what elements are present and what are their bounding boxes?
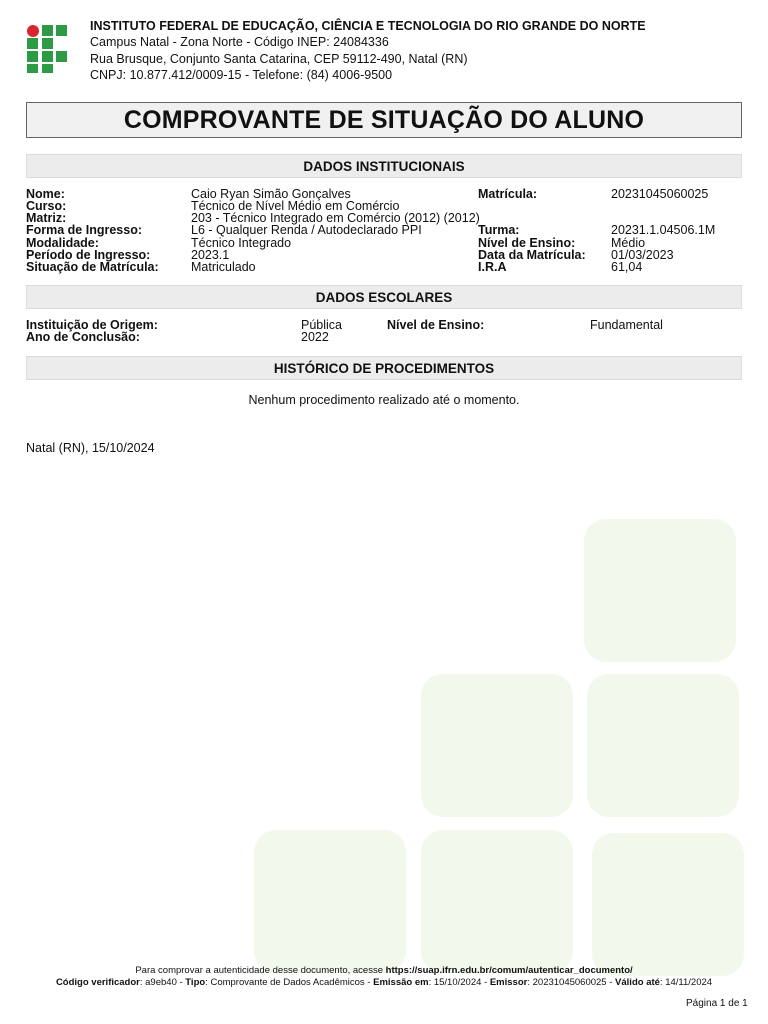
periodo-ingresso-label: Período de Ingresso:	[26, 248, 151, 262]
matriz-value: 203 - Técnico Integrado em Comércio (2012) (2012)	[191, 211, 480, 225]
watermark-block	[421, 674, 573, 817]
matricula-label: Matrícula:	[478, 187, 538, 201]
document-title: COMPROVANTE DE SITUAÇÃO DO ALUNO	[123, 105, 645, 134]
nome-value: Caio Ryan Simão Gonçalves	[191, 187, 351, 201]
turma-label: Turma:	[478, 223, 520, 237]
situacao-matricula-label: Situação de Matrícula:	[26, 260, 159, 274]
valido-label: Válido até	[615, 977, 660, 988]
document-title-box	[26, 102, 742, 138]
modalidade-label: Modalidade:	[26, 236, 99, 250]
instituicao-origem-label: Instituição de Origem:	[26, 318, 158, 332]
watermark-block	[584, 519, 736, 662]
ira-label: I.R.A	[478, 260, 507, 274]
ano-conclusao-label: Ano de Conclusão:	[26, 330, 140, 344]
institution-name: INSTITUTO FEDERAL DE EDUCAÇÃO, CIÊNCIA E TECNOLOGIA DO RIO GRANDE DO NORTE	[90, 19, 646, 33]
campus-line: Campus Natal - Zona Norte - Código INEP: 24084336	[90, 35, 389, 49]
emissao-value: : 15/10/2024 -	[428, 977, 490, 988]
historico-message: Nenhum procedimento realizado até o momento.	[248, 393, 520, 407]
codigo-value: : a9eb40 -	[139, 977, 186, 988]
nivel-ensino-value: Médio	[611, 236, 646, 250]
forma-ingresso-label: Forma de Ingresso:	[26, 223, 142, 237]
data-matricula-value: 01/03/2023	[611, 248, 674, 262]
watermark-block	[592, 833, 744, 976]
section-dados-institucionais: DADOS INSTITUCIONAIS	[26, 154, 742, 178]
verification-line	[0, 977, 768, 988]
data-matricula-label: Data da Matrícula:	[478, 248, 586, 262]
periodo-ingresso-value: 2023.1	[191, 248, 230, 262]
tipo-label: Tipo	[185, 977, 206, 988]
modalidade-value: Técnico Integrado	[191, 236, 292, 250]
nivel-ensino-origem-value: Fundamental	[590, 318, 663, 332]
valido-value: : 14/11/2024	[659, 977, 713, 988]
watermark-block	[254, 830, 406, 973]
ira-value: 61,04	[611, 260, 643, 274]
document-header	[90, 18, 646, 84]
nivel-ensino-label: Nível de Ensino:	[478, 236, 576, 250]
emissao-label: Emissão em	[373, 977, 429, 988]
situacao-matricula-value: Matriculado	[191, 260, 256, 274]
section-dados-escolares: DADOS ESCOLARES	[26, 285, 742, 309]
matriz-label: Matriz:	[26, 211, 67, 225]
authenticity-note	[0, 965, 768, 976]
authenticity-link[interactable]: https://suap.ifrn.edu.br/comum/autenticar_documento/	[385, 965, 633, 976]
watermark-block	[421, 830, 573, 973]
forma-ingresso-value: L6 - Qualquer Renda / Autodeclarado PPI	[191, 223, 422, 237]
cnpj-line: CNPJ: 10.877.412/0009-15 - Telefone: (84) 4006-9500	[90, 68, 393, 82]
section-historico-procedimentos: HISTÓRICO DE PROCEDIMENTOS	[26, 356, 742, 380]
address-line: Rua Brusque, Conjunto Santa Catarina, CEP 59112-490, Natal (RN)	[90, 51, 468, 66]
page-number: Página 1 de 1	[686, 998, 748, 1009]
instituicao-origem-value: Pública	[301, 318, 342, 332]
watermark-block	[587, 674, 739, 817]
place-date: Natal (RN), 15/10/2024	[26, 441, 155, 455]
institution-logo	[27, 25, 69, 73]
nivel-ensino-origem-label: Nível de Ensino:	[387, 318, 485, 332]
authenticity-text: Para comprovar a autenticidade desse documento, acesse	[135, 965, 386, 976]
curso-label: Curso:	[26, 199, 67, 213]
matricula-value: 20231045060025	[611, 187, 709, 201]
turma-value: 20231.1.04506.1M	[611, 223, 716, 237]
codigo-label: Código verificador	[55, 977, 140, 988]
emissor-value: : 20231045060025 -	[527, 977, 616, 988]
tipo-value: : Comprovante de Dados Acadêmicos -	[205, 977, 374, 988]
curso-value: Técnico de Nível Médio em Comércio	[191, 199, 400, 213]
emissor-label: Emissor	[489, 977, 528, 988]
ano-conclusao-value: 2022	[301, 330, 329, 344]
nome-label: Nome:	[26, 187, 65, 201]
